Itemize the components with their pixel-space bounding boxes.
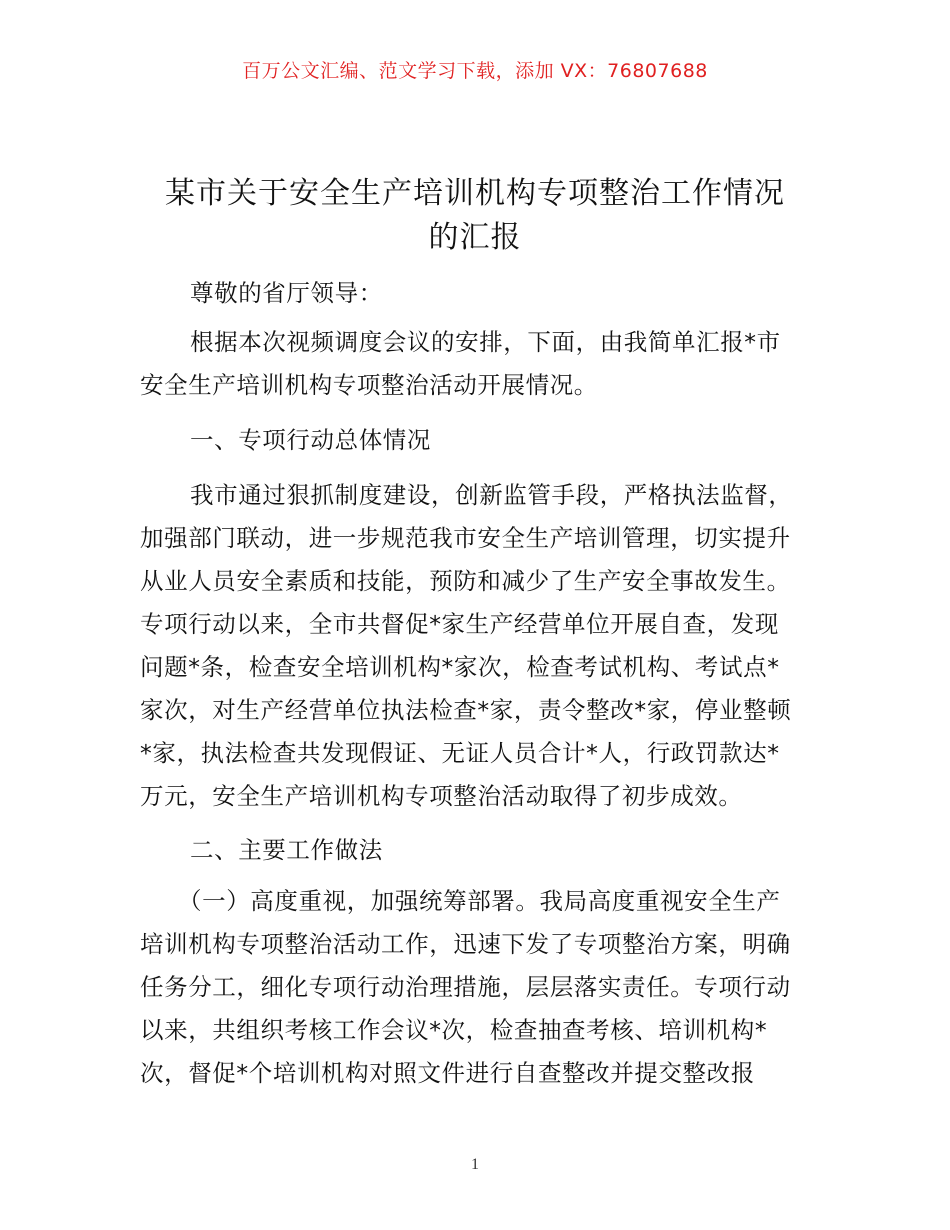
watermark-banner: 百万公文汇编、范文学习下载，添加 VX：76807688 (242, 60, 708, 82)
body-line: （一）高度重视，加强统筹部署。我局高度重视安全生产 (178, 887, 781, 915)
body-line: 安全生产培训机构专项整治活动开展情况。 (140, 371, 598, 399)
body-line: 培训机构专项整治活动工作，迅速下发了专项整治方案，明确 (140, 930, 791, 958)
document-title-line-2: 的汇报 (428, 220, 522, 255)
body-line: *家，执法检查共发现假证、无证人员合计*人，行政罚款达* (140, 739, 780, 767)
body-line: 任务分工，细化专项行动治理措施，层层落实责任。专项行动 (140, 973, 791, 1001)
document-title-line-1: 某市关于安全生产培训机构专项整治工作情况 (165, 176, 785, 211)
page-number: 1 (471, 1156, 479, 1173)
body-line: 加强部门联动，进一步规范我市安全生产培训管理，切实提升 (140, 524, 791, 552)
salutation: 尊敬的省厅领导： (190, 279, 383, 307)
body-line: 家次，对生产经营单位执法检查*家，责令整改*家，停业整顿 (140, 696, 792, 724)
body-line: 从业人员安全素质和技能，预防和减少了生产安全事故发生。 (140, 567, 791, 595)
body-line: 次，督促*个培训机构对照文件进行自查整改并提交整改报 (140, 1059, 755, 1087)
section-heading-2: 二、主要工作做法 (190, 836, 383, 864)
body-line: 万元，安全生产培训机构专项整治活动取得了初步成效。 (140, 782, 743, 810)
section-heading-1: 一、专项行动总体情况 (190, 426, 431, 454)
body-line: 我市通过狠抓制度建设，创新监管手段，严格执法监督， (190, 481, 793, 509)
body-line: 问题*条，检查安全培训机构*家次，检查考试机构、考试点* (140, 653, 780, 681)
body-line: 根据本次视频调度会议的安排，下面，由我简单汇报*市 (190, 328, 781, 356)
body-line: 以来，共组织考核工作会议*次，检查抽查考核、培训机构* (140, 1016, 768, 1044)
body-line: 专项行动以来，全市共督促*家生产经营单位开展自查，发现 (140, 610, 779, 638)
